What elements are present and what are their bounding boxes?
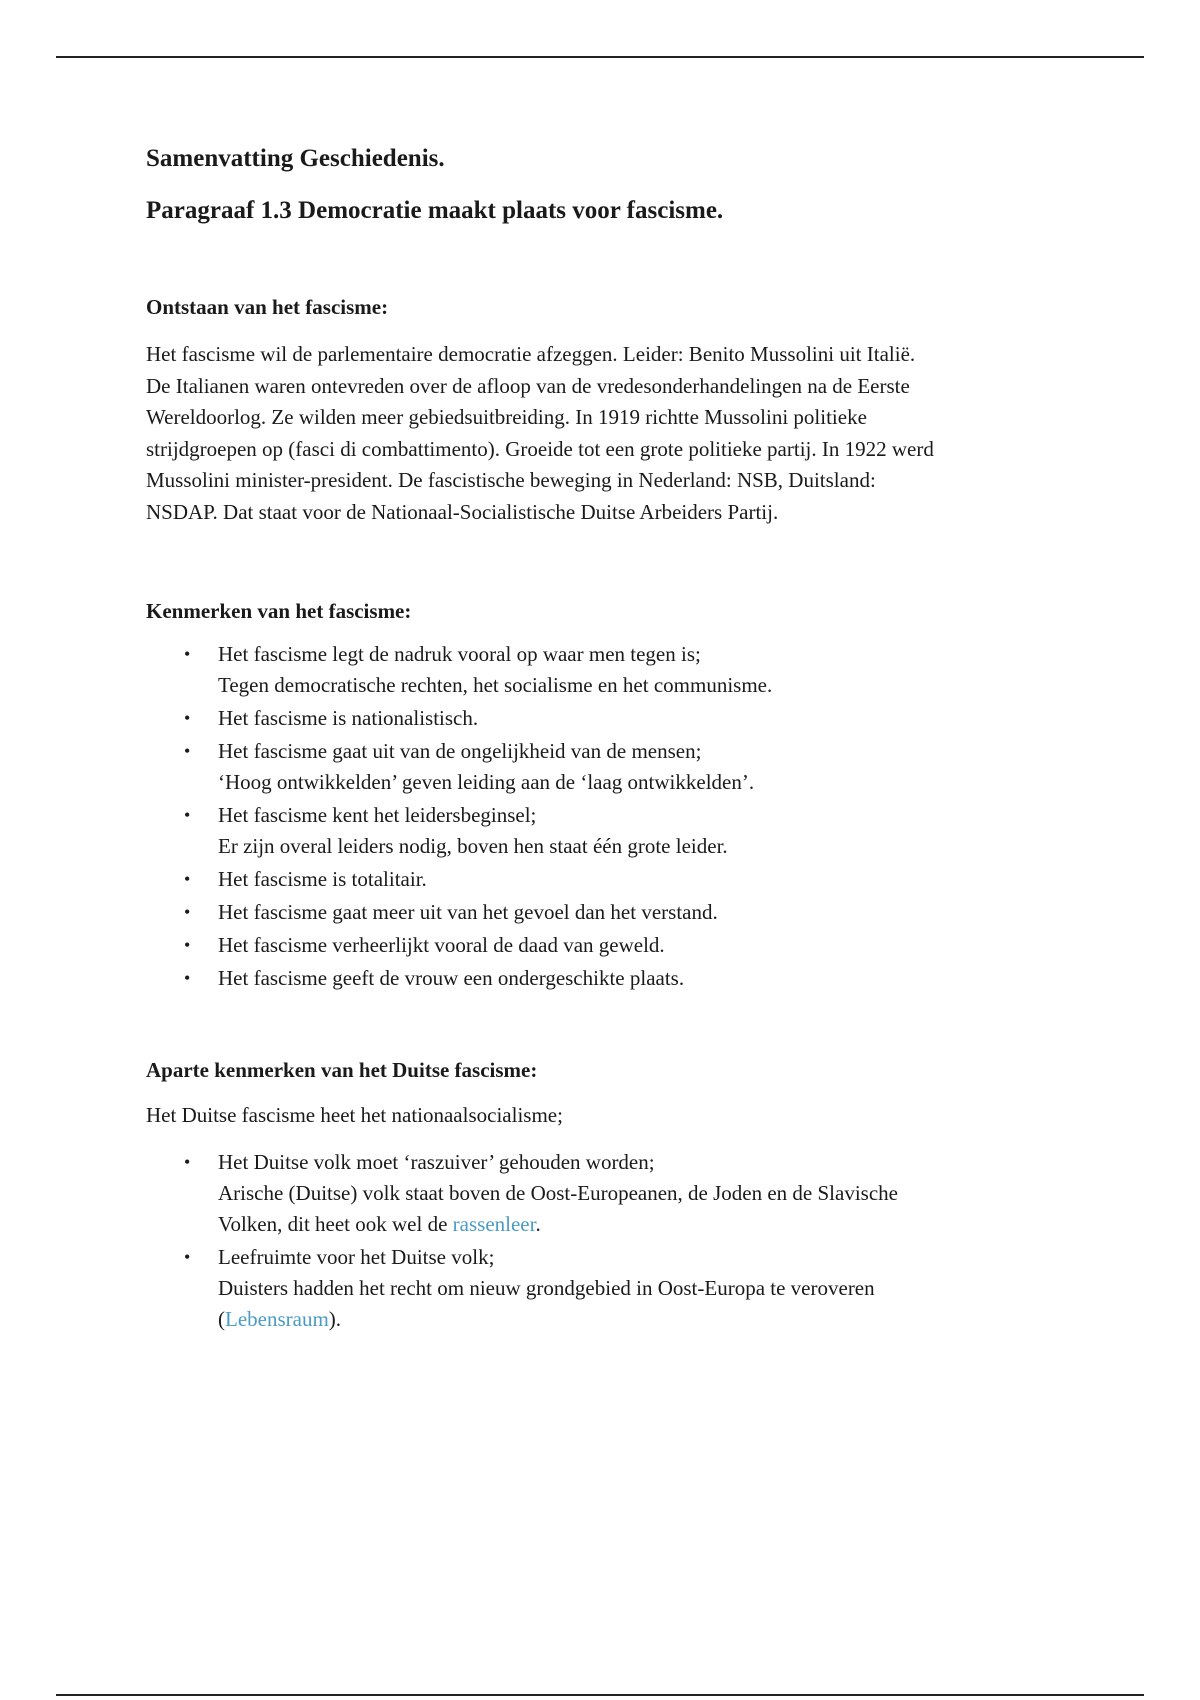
list-item-line: Het fascisme gaat meer uit van het gevoel dan het verstand.: [218, 900, 718, 924]
list-item: [146, 703, 1066, 734]
bullet-icon: •: [184, 869, 191, 889]
list-item-line: Arische (Duitse) volk staat boven de Oost-Europeanen, de Joden en de Slavische: [218, 1180, 898, 1205]
section-heading-origin: Ontstaan van het fascisme:: [146, 295, 389, 319]
bullet-icon: •: [184, 935, 191, 955]
list-item-line: ‘Hoog ontwikkelden’ geven leiding aan de ‘laag ontwikkelden’.: [218, 770, 755, 794]
list-item-line: Er zijn overal leiders nodig, boven hen staat één grote leider.: [218, 834, 728, 858]
line-suffix: ).: [328, 1306, 342, 1331]
bullet-icon: •: [184, 1151, 191, 1172]
link-rassenleer[interactable]: rassenleer: [452, 1211, 536, 1236]
features-list: [146, 639, 1066, 994]
section-heading-german: Aparte kenmerken van het Duitse fascisme:: [146, 1058, 538, 1082]
bullet-icon: •: [184, 805, 191, 825]
bullet-icon: •: [184, 968, 191, 988]
bullet-icon: •: [184, 902, 191, 922]
list-item-line: Tegen democratische rechten, het socialisme en het communisme.: [218, 673, 773, 697]
list-item: [146, 864, 1066, 895]
list-item-line: Het fascisme kent het leidersbeginsel;: [218, 803, 537, 827]
link-lebensraum[interactable]: Lebensraum: [225, 1306, 329, 1331]
paragraph-line: NSDAP. Dat staat voor de Nationaal-Socialistische Duitse Arbeiders Partij.: [146, 499, 779, 524]
list-item-line: Het fascisme gaat uit van de ongelijkheid van de mensen;: [218, 739, 702, 763]
paragraph-line: Wereldoorlog. Ze wilden meer gebiedsuitbreiding. In 1919 richtte Mussolini politieke: [146, 405, 867, 429]
list-item-line: [218, 1209, 1066, 1240]
list-item-line: [218, 1304, 1066, 1335]
list-item: [146, 800, 1066, 862]
top-rule: [56, 56, 1144, 58]
list-item-line: Het fascisme is totalitair.: [218, 867, 427, 891]
list-item: [146, 963, 1066, 994]
german-features-list: [146, 1147, 1066, 1335]
document-body: [146, 143, 1066, 1337]
paragraph-line: Het fascisme wil de parlementaire democratie afzeggen. Leider: Benito Mussolini uit Italië.: [146, 342, 916, 366]
list-item: [146, 639, 1066, 701]
bullet-icon: •: [184, 741, 191, 761]
document-title: Samenvatting Geschiedenis.: [146, 145, 445, 172]
list-item-line: Het fascisme geeft de vrouw een ondergeschikte plaats.: [218, 966, 685, 990]
paragraph-line: strijdgroepen op (fasci di combattimento). Groeide tot een grote politieke partij. In 1922 werd: [146, 436, 934, 461]
list-item: [146, 1242, 1066, 1335]
paragraph-line: Mussolini minister-president. De fascistische beweging in Nederland: NSB, Duitsland:: [146, 468, 876, 492]
paragraph-origin: [146, 339, 1066, 528]
line-prefix: Volken, dit heet ook wel de: [218, 1211, 453, 1236]
list-item-line: Het fascisme is nationalistisch.: [218, 706, 479, 730]
list-item: [146, 736, 1066, 798]
bottom-rule: [56, 1694, 1144, 1696]
list-item-line: Het fascisme legt de nadruk vooral op waar men tegen is;: [218, 642, 701, 666]
line-suffix: .: [535, 1211, 541, 1236]
list-item-line: Leefruimte voor het Duitse volk;: [218, 1244, 495, 1269]
bullet-icon: •: [184, 1246, 191, 1267]
list-item: [146, 897, 1066, 928]
bullet-icon: •: [184, 708, 191, 728]
document-subtitle: Paragraaf 1.3 Democratie maakt plaats voor fascisme.: [146, 197, 724, 224]
list-item-line: Duisters hadden het recht om nieuw grondgebied in Oost-Europa te veroveren: [218, 1275, 875, 1300]
list-item-line: Het fascisme verheerlijkt vooral de daad van geweld.: [218, 933, 665, 957]
line-prefix: (: [218, 1306, 225, 1331]
section-heading-features: Kenmerken van het fascisme:: [146, 599, 412, 623]
list-item: [146, 1147, 1066, 1240]
paragraph-line: De Italianen waren ontevreden over de afloop van de vredesonderhandelingen na de Eerste: [146, 373, 910, 398]
bullet-icon: •: [184, 644, 191, 664]
list-item-line: Het Duitse volk moet ‘raszuiver’ gehouden worden;: [218, 1149, 655, 1174]
paragraph-german-intro: Het Duitse fascisme heet het nationaalsocialisme;: [146, 1103, 563, 1127]
list-item: [146, 930, 1066, 961]
